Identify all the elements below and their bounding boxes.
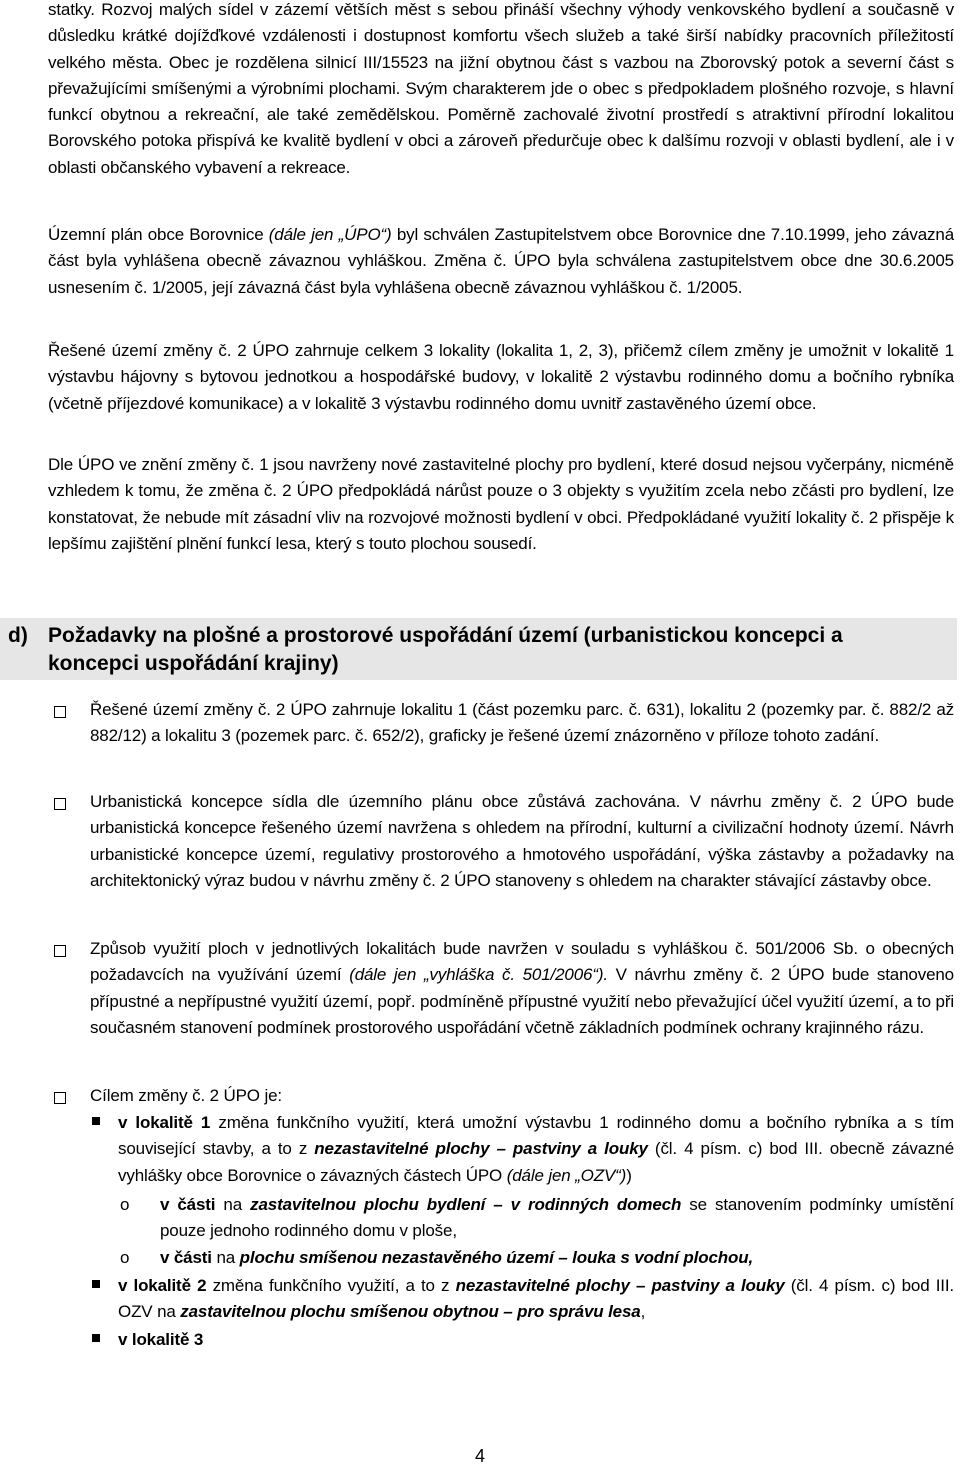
paragraph-intro: statky. Rozvoj malých sídel v zázemí větších měst s sebou přináší všechny výhody venkovského bydlení a současně v důsledku krátké dojížďkové vzdálenosti i dostupnost komfortu všech služeb a také širší nabídky pracovních příležitostí velkého města. Obec je rozdělena silnicí III/15523 na jižní obytnou část s vazbou na Zborovský potok a severní část s převažujícími smíšenými a výrobními plochami. Svým charakterem jde o obec s předpokladem plošného rozvoje, s hlavní funkcí obytnou a rekreační, ale také zemědělskou. Poměrně zachovalé životní prostředí s atraktivní přírodní lokalitou Borovského potoka přispívá ke kvalitě bydlení v obci a zároveň předurčuje obec k dalšímu rozvoji v oblasti bydlení, ale i v oblasti občanského vybavení a rekreace. <box>48 0 954 177</box>
list-item-text: Cílem změny č. 2 ÚPO je: <box>90 1086 282 1105</box>
text-run-bold: v lokalitě 1 <box>118 1113 211 1132</box>
text-run: na <box>211 1248 240 1267</box>
text-run-bold-italic: zastavitelnou plochu bydlení – v rodinných domech <box>250 1195 682 1214</box>
text-run-bold: v lokalitě 3 <box>118 1330 204 1349</box>
text-run: na <box>215 1195 251 1214</box>
text-run: Územní plán obce Borovnice <box>48 225 269 244</box>
checkbox-bullet-icon <box>54 1092 66 1104</box>
sub-item-lokalita-1 <box>118 1110 954 1189</box>
list-item-text: Řešené území změny č. 2 ÚPO zahrnuje lokalitu 1 (část pozemku parc. č. 631), lokalitu 2 (pozemky par. č. 882/2 až 882/12) a lokalitu 3 (pozemek parc. č. 652/2), graficky je řešené území znázorněno v příloze tohoto zadání. <box>90 700 954 746</box>
o-bullet-marker: o <box>120 1195 130 1214</box>
text-run-bold: v části <box>160 1195 216 1214</box>
text-run: (čl. 4 písm. c) bod III. OZV na <box>118 1276 955 1322</box>
sub-sub-item <box>160 1192 954 1245</box>
text-run: Způsob využití ploch v jednotlivých lokalitách bude navržen v souladu s vyhláškou č. 501/2006 Sb. o obecných požadavcích na využívání území <box>90 939 954 985</box>
text-run: změna funkčního využití, a to z <box>206 1276 456 1295</box>
text-run: , <box>640 1302 646 1322</box>
section-title: Požadavky na plošné a prostorové uspořádání území (urbanistickou koncepci a koncepci uspořádání krajiny) <box>48 624 843 675</box>
text-run-italic: (dále jen „vyhláška č. 501/2006“). <box>349 965 608 985</box>
square-bullet-icon <box>92 1280 100 1288</box>
text-run-bold-italic: nezastavitelné plochy – pastviny a louky <box>455 1276 785 1295</box>
list-item-text: Urbanistická koncepce sídla dle územního plánu obce zůstává zachována. V návrhu změny č. 2 ÚPO bude urbanistická koncepce řešeného území navržena s ohledem na přírodní, kulturní a civilizační hodnoty území. Návrh urbanistické koncepce území, regulativy prostorového a hmotového uspořádání, výška zástavby a požadavky na architektonický výraz budou v návrhu změny č. 2 ÚPO stanoveny s ohledem na charakter stávající zástavby obce. <box>90 792 954 890</box>
text-run-bold-italic: zastavitelnou plochu smíšenou obytnou – pro správu lesa <box>180 1302 641 1322</box>
text-run-bold-italic: plochu smíšenou nezastavěného území – louka s vodní plochou, <box>239 1248 754 1267</box>
page-number: 4 <box>474 1446 485 1466</box>
text-run-bold: v lokalitě 2 <box>118 1276 207 1295</box>
paragraph-reseni: Řešené území změny č. 2 ÚPO zahrnuje celkem 3 lokality (lokalita 1, 2, 3), přičemž cílem změny je umožnit v lokalitě 1 výstavbu hájovny s bytovou jednotkou a hospodářské budovy, v lokalitě 2 výstavbu rodinného domu a bočního rybníka (včetně příjezdové komunikace) a v lokalitě 3 výstavbu rodinného domu uvnitř zastavěného území obce. <box>48 341 954 413</box>
text-run: se stanovením podmínky umístění pouze jednoho rodinného domu v ploše, <box>160 1195 954 1241</box>
sub-item-lokalita-2 <box>118 1273 954 1326</box>
sub-item-lokalita-3 <box>118 1327 954 1353</box>
section-letter: d) <box>8 624 28 647</box>
text-run: byl schválen Zastupitelstvem obce Borovnice dne 7.10.1999, jeho závazná část byla vyhlášena obecně závaznou vyhláškou. Změna č. ÚPO byla schválena zastupitelstvem obce dne 30.6.2005 usnesením č. 1/2005, její závazná část byla vyhlášena obecně závaznou vyhláškou č. 1/2005. <box>48 225 955 297</box>
checkbox-bullet-icon <box>54 706 66 718</box>
checkbox-bullet-icon <box>54 798 66 810</box>
text-run-italic: (dále jen „ÚPO“) <box>268 225 392 244</box>
text-run: (čl. 4 písm. c) bod III. obecně závazné vyhlášky obce Borovnice o závazných částech ÚPO <box>118 1139 955 1185</box>
paragraph-upo <box>48 222 954 301</box>
text-run-bold: v části <box>160 1248 212 1267</box>
list-item-text <box>90 936 954 1041</box>
text-run: ) <box>626 1165 632 1185</box>
sub-sub-item <box>160 1245 954 1271</box>
text-run: V návrhu změny č. 2 ÚPO bude stanoveno přípustné a nepřípustné využití území, popř. podmíněně přípustné využití nebo převažující účel využití území, a to při současném stanovení podmínek prostorového uspořádání včetně základních podmínek ochrany krajinného rázu. <box>90 965 954 1037</box>
paragraph-bydleni: Dle ÚPO ve znění změny č. 1 jsou navrženy nové zastavitelné plochy pro bydlení, které dosud nejsou vyčerpány, nicméně vzhledem k tomu, že změna č. 2 ÚPO předpokládá nárůst pouze o 3 objekty s využitím zcela nebo zčásti pro bydlení, lze konstatovat, že nebude mít zásadní vliv na rozvojové možnosti bydlení v obci. Předpokládané využití lokality č. 2 přispěje k lepšímu zajištění plnění funkcí lesa, který s touto plochou sousedí. <box>48 455 954 553</box>
text-run-bold-italic: nezastavitelné plochy – pastviny a louky <box>314 1139 648 1159</box>
square-bullet-icon <box>92 1117 100 1125</box>
square-bullet-icon <box>92 1334 100 1342</box>
checkbox-bullet-icon <box>54 945 66 957</box>
text-run-italic: (dále jen „OZV“) <box>506 1165 627 1185</box>
o-bullet-marker: o <box>120 1248 130 1267</box>
text-run: změna funkčního využití, která umožní výstavbu 1 rodinného domu a bočního rybníka a s tím související stavby, a to z <box>118 1113 955 1159</box>
section-heading <box>0 618 957 680</box>
